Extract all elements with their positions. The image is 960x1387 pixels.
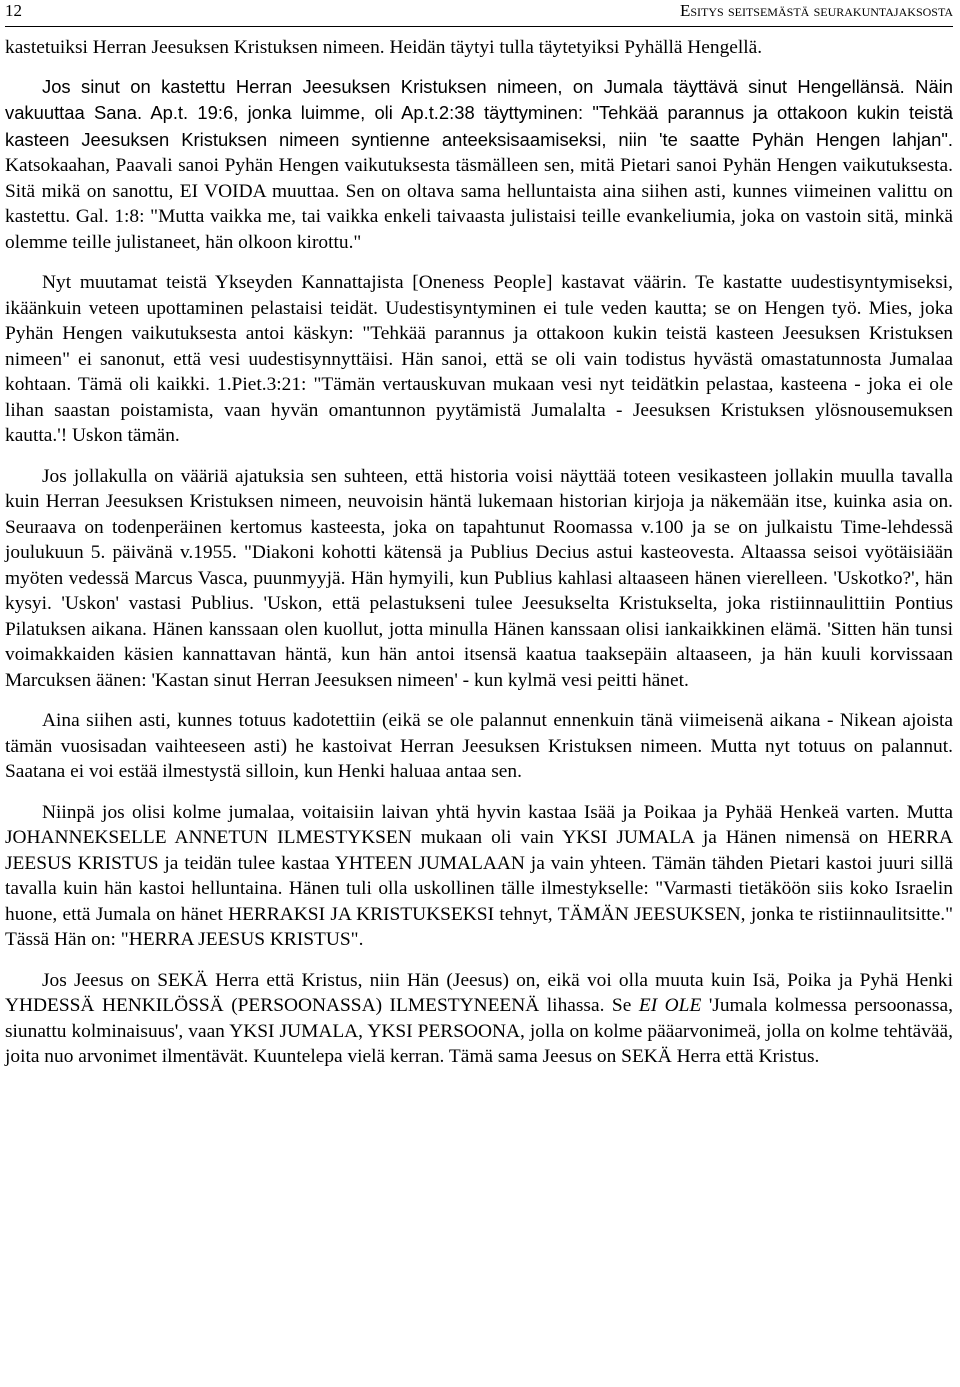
paragraph-7-part-a: Jos Jeesus on SEKÄ Herra että Kristus, niin Hän (Jeesus) on, eikä voi olla muuta kuin Isä, Poika ja Pyhä Henki YHDESSÄ HENKILÖSSÄ (PERSOONASSA) ILMESTYNEENÄ lihassa. Se: [5, 969, 953, 1016]
paragraph-3: Nyt muutamat teistä Ykseyden Kannattajista [Oneness People] kastavat väärin. Te kastatte uudestisyntymiseksi, ikäänkuin veteen upottaminen pelastaisi teidät. Uudestisyntyminen ei tule veden kautta; se on Hengen työ. Mies, joka Pyhän Hengen vaikutuksesta antoi käskyn: "Tehkää parannus ja ottakoon kukin teistä kasteen Jeesuksen Kristuksen nimeen" ei sanonut, että vesi uudestisynnyttäisi. Hän sanoi, että se oli vain todistus hyvästä omastatunnosta Jumalaa kohtaan. Tämä oli kaikki. 1.Piet.3:21: "Tämän vertauskuvan mukaan vesi nyt teidätkin pelastaa, kasteena - joka ei ole lihan saastan poistamista, vaan hyvän omantunnon pyytämistä Jumalalta - Jeesuksen Kristuksen ylösnousemuksen kautta.'! Uskon tämän.: [5, 272, 953, 446]
body-text: [5, 35, 953, 1070]
paragraph-7-emphasis: EI OLE: [638, 995, 702, 1016]
paragraph-2: [5, 74, 953, 256]
paragraph-7: [5, 968, 953, 1070]
running-title: Esitys seitsemästä seurakuntajaksosta: [680, 1, 953, 20]
page-number: 12: [5, 1, 22, 20]
paragraph-6: Niinpä jos olisi kolme jumalaa, voitaisiin laivan yhtä hyvin kastaa Isää ja Poikaa ja Pyhää Henkeä varten. Mutta JOHANNEKSELLE ANNETUN ILMESTYKSEN mukaan oli vain YKSI JUMALA ja Hänen nimensä on HERRA JEESUS KRISTUS ja teidän tulee kastaa YHTEEN JUMALAAN ja vain yhteen. Tämän tähden Pietari kastoi juuri sillä tavalla kuin hän kastoi helluntaina. Hänen tuli olla uskollinen tälle ilmestykselle: "Varmasti tietäköön siis koko Israelin huone, että Jumala on hänet HERRAKSI JA KRISTUKSEKSI tehnyt, TÄMÄN JEESUKSEN, jonka te ristiinnaulitsitte." Tässä Hän on: "HERRA JEESUS KRISTUS".: [5, 801, 953, 950]
paragraph-2-serif-part: Katsokaahan, Paavali sanoi Pyhän Hengen vaikutuksesta täsmälleen sen, mitä Pietari sanoi Pyhän Hengen vaikutuksesta. Sitä mikä on sanottu, EI VOIDA muuttaa. Sen on oltava sama helluntaista aina siihen asti, kunnes viimeinen valittu on kastettu. Gal. 1:8: "Mutta vaikka me, tai vaikka enkeli taivaasta julistaisi teille evankeliumia, joka on vastoin sitä, minkä olemme teille julistaneet, hän olkoon kirottu.": [5, 155, 953, 253]
paragraph-2-sans-part: Jos sinut on kastettu Herran Jeesuksen Kristuksen nimeen, on Jumala täyttävä sinut Hengellänsä. Näin vakuuttaa Sana. Ap.t. 19:6, jonka luimme, oli Ap.t.2:38 täyttyminen: "Tehkää parannus ja ottakoon kukin teistä kasteen Jeesuksen Kristuksen nimeen syntienne anteeksisaamiseksi, niin 'te saatte Pyhän Hengen lahjan".: [5, 75, 953, 150]
paragraph-7-part-b: 'Jumala kolmessa persoonassa, siunattu kolminaisuus', vaan YKSI JUMALA, YKSI PERSOONA, jolla on kolme pääarvonimeä, jolla on kolme tehtävää, joita nuo arvonimet ilmentävät. Kuuntelepa vielä kerran. Tämä sama Jeesus on SEKÄ Herra että Kristus.: [5, 995, 953, 1067]
paragraph-4: Jos jollakulla on vääriä ajatuksia sen suhteen, että historia voisi näyttää toteen vesikasteen jollakin muulla tavalla kuin Herran Jeesuksen Kristuksen nimeen, neuvoisin häntä lukemaan historian kirjoja ja näkemään itse, kuinka asia on. Seuraava on todenperäinen kertomus kasteesta, joka on tapahtunut Roomassa v.100 ja se on julkaistu Time-lehdessä joulukuun 5. päivänä v.1955. "Diakoni kohotti kätensä ja Publius Decius astui kasteovesta. Altaassa seisoi vyötäisiään myöten vedessä Marcus Vasca, puunmyyjä. Hän hymyili, kun Publius kahlasi altaaseen hänen vierelleen. 'Uskotko?', hän kysyi. 'Uskon' vastasi Publius. 'Uskon, että pelastukseni tulee Jeesukselta Kristukselta, joka ristiinnaulittiin Pontius Pilatuksen aikana. Hänen kanssaan olen kuollut, jotta minulla Hänen kanssaan olisi iankaikkinen elämä. 'Sitten hän tunsi voimakkaiden käsien kannattavan häntä, kun hän antoi itsensä kaatua taaksepäin altaaseen, ja hän kuuli korvissaan Marcuksen äänen: 'Kastan sinut Herran Jeesuksen nimeen' - kun kylmä vesi peitti hänet.: [5, 465, 953, 691]
document-page: [5, 0, 953, 1085]
running-header: [5, 0, 953, 27]
paragraph-5: Aina siihen asti, kunnes totuus kadotettiin (eikä se ole palannut ennenkuin tänä viimeisenä aikana - Nikean ajoista tämän vuosisadan vaihteeseen asti) he kastoivat Herran Jeesuksen Kristuksen nimeen. Mutta nyt totuus on palannut. Saatana ei voi estää ilmestystä silloin, kun Henki haluaa antaa sen.: [5, 710, 953, 782]
paragraph-1: kastetuiksi Herran Jeesuksen Kristuksen nimeen. Heidän täytyi tulla täytetyiksi Pyhällä Hengellä.: [5, 37, 763, 58]
